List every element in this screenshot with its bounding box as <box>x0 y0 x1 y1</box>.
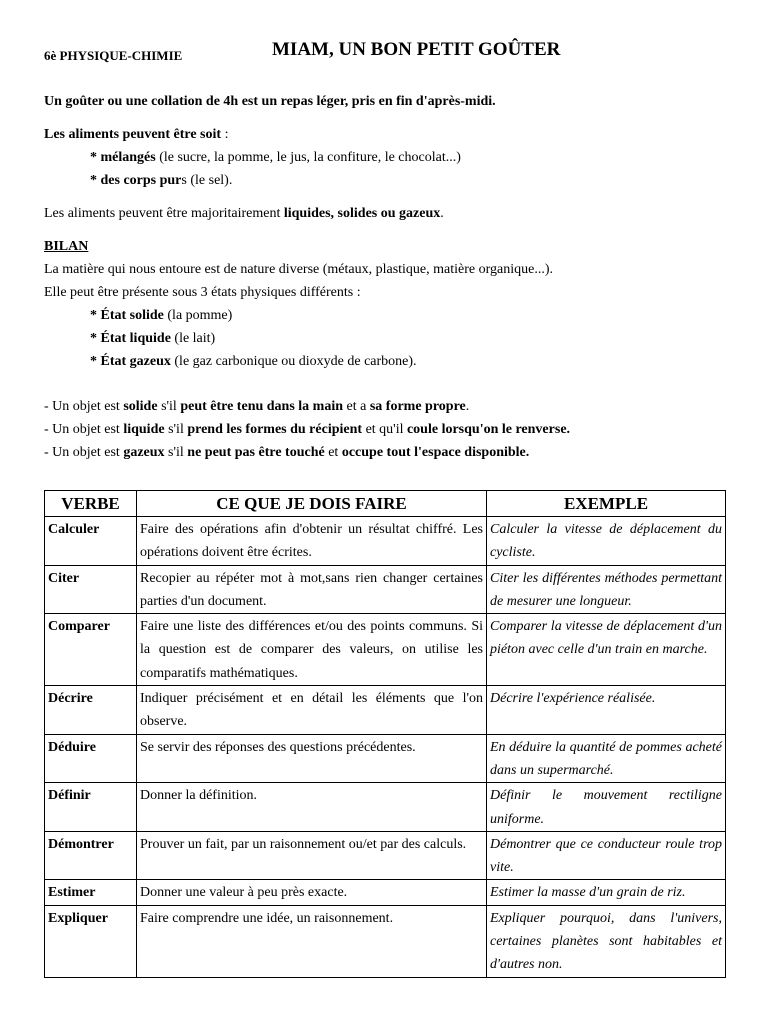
table-row <box>45 831 726 880</box>
state-rest: (la pomme) <box>163 308 233 323</box>
state-bold: * État liquide <box>90 331 171 346</box>
etats-sentence <box>44 202 724 225</box>
description-cell: Donner une valeur à peu près exacte. <box>137 880 487 905</box>
verb-cell: Déduire <box>45 734 137 783</box>
state-rest: (le gaz carbonique ou dioxyde de carbone). <box>170 354 417 369</box>
example-cell: Expliquer pourquoi, dans l'univers, certaines planètes sont habitables et d'autres non. <box>487 905 726 977</box>
etats-bold: liquides, solides ou gazeux <box>283 206 441 221</box>
description-cell: Prouver un fait, par un raisonnement ou/et par des calculs. <box>137 831 487 880</box>
class-level: 6è PHYSIQUE-CHIMIE <box>44 48 183 63</box>
verb-cell: Calculer <box>45 517 137 566</box>
rule-line: - Un objet est liquide s'il prend les formes du récipient et qu'il coule lorsqu'on le renverse. <box>44 422 571 437</box>
aliments-lead <box>44 123 724 146</box>
document-body <box>44 90 724 464</box>
table-row <box>45 880 726 905</box>
example-cell: Définir le mouvement rectiligne uniforme. <box>487 783 726 832</box>
description-cell: Donner la définition. <box>137 783 487 832</box>
description-cell: Recopier au répéter mot à mot,sans rien changer certaines parties d'un document. <box>137 565 487 614</box>
description-cell: Faire des opérations afin d'obtenir un résultat chiffré. Les opérations doivent être écrites. <box>137 517 487 566</box>
aliments-item-rest: (le sucre, la pomme, le jus, la confiture, le chocolat...) <box>155 150 461 165</box>
table-header-row <box>45 491 726 517</box>
state-bold: * État gazeux <box>90 354 171 369</box>
aliments-item-bold: * mélangés <box>90 150 156 165</box>
aliments-item <box>44 169 724 192</box>
example-cell: Démontrer que ce conducteur roule trop vite. <box>487 831 726 880</box>
rule-line: - Un objet est gazeux s'il ne peut pas être touché et occupe tout l'espace disponible. <box>44 445 530 460</box>
state-item <box>44 350 724 373</box>
verb-cell: Citer <box>45 565 137 614</box>
verbs-table <box>44 490 726 978</box>
intro-text: Un goûter ou une collation de 4h est un repas léger, pris en fin d'après-midi. <box>44 94 496 109</box>
table-row <box>45 614 726 686</box>
example-cell: Calculer la vitesse de déplacement du cycliste. <box>487 517 726 566</box>
verb-cell: Décrire <box>45 686 137 735</box>
state-rest: (le lait) <box>170 331 216 346</box>
column-header-faire: CE QUE JE DOIS FAIRE <box>137 491 487 517</box>
aliments-item-bold: * des corps pur <box>90 173 182 188</box>
table-row <box>45 565 726 614</box>
aliments-item <box>44 146 724 169</box>
column-header-exemple: EXEMPLE <box>487 491 726 517</box>
description-cell: Indiquer précisément et en détail les éléments que l'on observe. <box>137 686 487 735</box>
state-item <box>44 327 724 350</box>
bilan-line: Elle peut être présente sous 3 états physiques différents : <box>44 285 361 300</box>
table-row <box>45 734 726 783</box>
aliments-item-rest: s (le sel). <box>181 173 233 188</box>
bilan-heading <box>44 235 724 258</box>
intro-paragraph <box>44 90 724 113</box>
example-cell: En déduire la quantité de pommes acheté dans un supermarché. <box>487 734 726 783</box>
example-cell: Estimer la masse d'un grain de riz. <box>487 880 726 905</box>
aliments-lead-rest: : <box>221 127 229 142</box>
description-cell: Se servir des réponses des questions précédentes. <box>137 734 487 783</box>
document-header <box>44 38 724 68</box>
verb-cell: Comparer <box>45 614 137 686</box>
description-cell: Faire une liste des différences et/ou des points communs. Si la question est de comparer des valeurs, on utilise les comparatifs mathématiques. <box>137 614 487 686</box>
verb-cell: Démontrer <box>45 831 137 880</box>
verb-cell: Estimer <box>45 880 137 905</box>
column-header-verbe: VERBE <box>45 491 137 517</box>
state-bold: * État solide <box>90 308 164 323</box>
aliments-lead-bold: Les aliments peuvent être soit <box>44 127 222 142</box>
verb-cell: Définir <box>45 783 137 832</box>
verb-cell: Expliquer <box>45 905 137 977</box>
page-title: MIAM, UN BON PETIT GOÛTER <box>272 39 561 60</box>
etats-end: . <box>440 206 444 221</box>
etats-plain: Les aliments peuvent être majoritairement <box>44 206 284 221</box>
example-cell: Décrire l'expérience réalisée. <box>487 686 726 735</box>
table-row <box>45 905 726 977</box>
table-row <box>45 517 726 566</box>
state-item <box>44 304 724 327</box>
example-cell: Comparer la vitesse de déplacement d'un piéton avec celle d'un train en marche. <box>487 614 726 686</box>
description-cell: Faire comprendre une idée, un raisonnement. <box>137 905 487 977</box>
rule-line: - Un objet est solide s'il peut être tenu dans la main et a sa forme propre. <box>44 399 470 414</box>
bilan-heading-text: BILAN <box>44 239 89 254</box>
table-row <box>45 783 726 832</box>
bilan-line: La matière qui nous entoure est de nature diverse (métaux, plastique, matière organique...). <box>44 262 554 277</box>
table-row <box>45 686 726 735</box>
example-cell: Citer les différentes méthodes permettant de mesurer une longueur. <box>487 565 726 614</box>
